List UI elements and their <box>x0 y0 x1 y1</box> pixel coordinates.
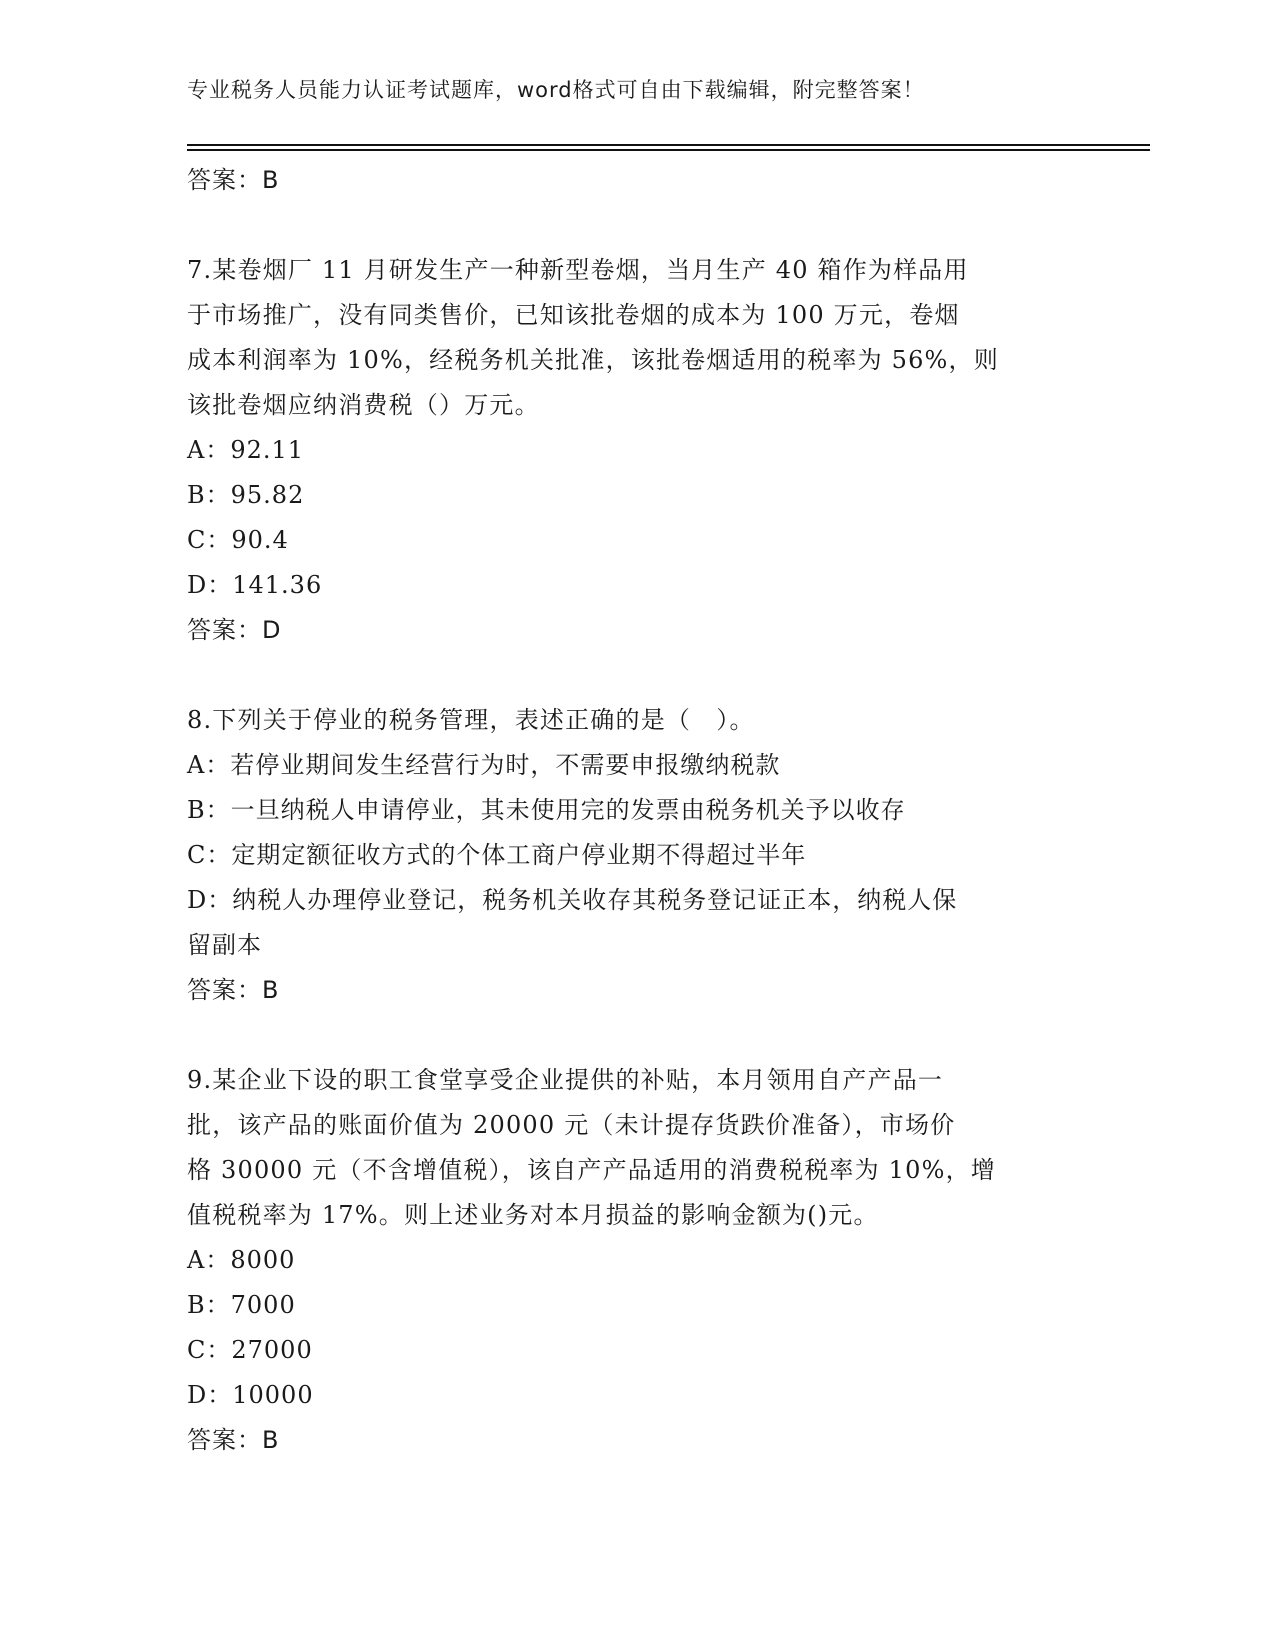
q7-stem-line: 于市场推广，没有同类售价，已知该批卷烟的成本为 100 万元，卷烟 <box>187 301 960 329</box>
q9-stem-line: 批，该产品的账面价值为 20000 元（未计提存货跌价准备），市场价 <box>187 1111 956 1139</box>
q8-option-a: A：若停业期间发生经营行为时，不需要申报缴纳税款 <box>187 751 781 779</box>
q7-answer: 答案：D <box>187 616 282 644</box>
q8-option-d-continuation: 留副本 <box>187 931 262 959</box>
q8-answer: 答案：B <box>187 976 280 1004</box>
q9-stem-line: 格 30000 元（不含增值税），该自产产品适用的消费税税率为 10%，增 <box>187 1156 996 1184</box>
q9-option-b: B：7000 <box>187 1291 296 1319</box>
q8-option-b: B：一旦纳税人申请停业，其未使用完的发票由税务机关予以收存 <box>187 796 906 824</box>
page-header: 专业税务人员能力认证考试题库，word格式可自由下载编辑，附完整答案！ <box>187 78 925 102</box>
q9-option-a: A：8000 <box>187 1246 296 1274</box>
q7-option-a: A：92.11 <box>187 436 305 464</box>
q8-option-c: C：定期定额征收方式的个体工商户停业期不得超过半年 <box>187 841 807 869</box>
question-7 <box>187 248 1087 653</box>
q7-stem-line: 7.某卷烟厂 11 月研发生产一种新型卷烟，当月生产 40 箱作为样品用 <box>187 256 969 284</box>
q7-option-b: B：95.82 <box>187 481 305 509</box>
question-9 <box>187 1058 1087 1463</box>
q9-option-c: C：27000 <box>187 1336 313 1364</box>
q7-stem-line: 该批卷烟应纳消费税（）万元。 <box>187 391 540 419</box>
question-content <box>187 158 1087 1463</box>
q9-option-d: D：10000 <box>187 1381 314 1409</box>
q7-option-c: C：90.4 <box>187 526 289 554</box>
header-rule-top <box>187 144 1150 146</box>
spacer <box>187 1013 1087 1058</box>
q6-answer: 答案：B <box>187 166 280 194</box>
q7-stem-line: 成本利润率为 10%，经税务机关批准，该批卷烟适用的税率为 56%，则 <box>187 346 999 374</box>
header-rule-bottom <box>187 149 1150 151</box>
spacer <box>187 203 1087 248</box>
q7-option-d: D：141.36 <box>187 571 323 599</box>
spacer <box>187 653 1087 698</box>
question-8 <box>187 698 1087 1013</box>
q9-stem-line: 9.某企业下设的职工食堂享受企业提供的补贴，本月领用自产产品一 <box>187 1066 944 1094</box>
q8-stem-line: 8.下列关于停业的税务管理，表述正确的是（ ）。 <box>187 706 755 734</box>
q9-answer: 答案：B <box>187 1426 280 1454</box>
q9-stem-line: 值税税率为 17%。则上述业务对本月损益的影响金额为()元。 <box>187 1201 879 1229</box>
q8-option-d: D：纳税人办理停业登记，税务机关收存其税务登记证正本，纳税人保 <box>187 886 958 914</box>
